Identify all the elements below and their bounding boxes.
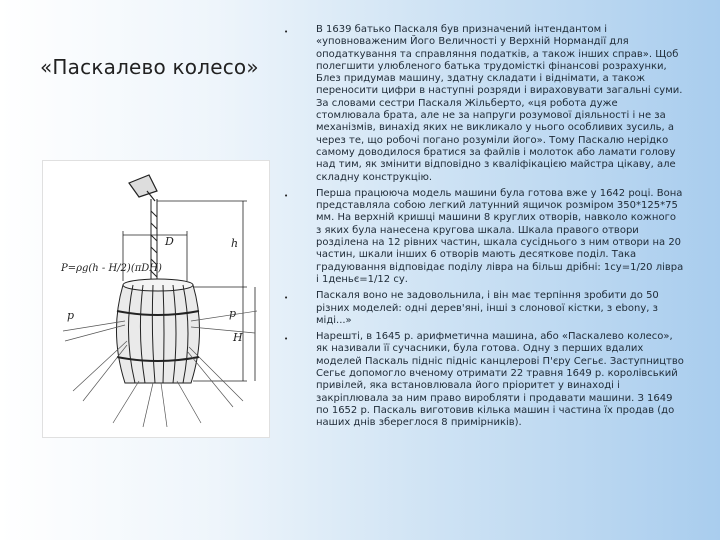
bullet-marker: • xyxy=(284,294,289,303)
bullet-text: В 1639 батько Паскаля був призначений інтендантом і «уповноваженим Його Величності у Верхній Нормандії для оподаткування та справляння податків, а також інших справ». Щоб полегшити улюбленого батька трудомісткі фінансові розрахунки, Блез придумав машину, здатну складати і віднімати, а також переносити цифри в наступні розряди і вираховувати загальні суми. За словами сестри Паскаля Жільберто, «ця робота дуже стомлювала брата, але не за напруги розумової діяльності і не за механізмів, винахід яких не викликало у нього особливих зусиль, а через те, що робочі погано розуміли його». Тому Паскалю нерідко самому доводилося братися за файлів і молоток або ламати голову над тим, як змінити відповідно з кваліфікацією майстра цікаву, але складну конструкцію. xyxy=(316,24,683,183)
bullet-marker: • xyxy=(284,191,289,200)
slide-title: «Паскалево колесо» xyxy=(40,55,259,79)
bullet-list xyxy=(284,24,684,430)
list-item xyxy=(284,331,684,429)
label-d: D xyxy=(165,235,174,248)
bullet-text: Перша працююча модель машини була готова вже у 1642 році. Вона представляла собою легкий латунний ящичок розміром 350*125*75 мм. На верхній кришці машини 8 круглих отворів, навколо кожного з яких була нанесена кругова шкала. Шкала правого отвори розділена на 12 рівних частин, шкала сусіднього з ним отвори на 20 частин, шкали інших 6 отворів мають десяткове поділ. Така градуювання відповідає поділу лівра на більш дрібні: 1су=1/20 лівра і 1деньє=1/12 су. xyxy=(316,187,684,285)
funnel xyxy=(129,175,157,201)
pressure-formula: P=ρg(h - H/2)(πDH) xyxy=(61,263,162,274)
label-p-right: p xyxy=(229,307,237,320)
barrel-diagram-svg xyxy=(43,161,269,437)
bullet-text: Нарешті, в 1645 р. арифметична машина, або «Паскалево колесо», як називали її сучасники, була готова. Одну з перших вдалих моделей Паскаль підніс підніс канцлерові П'єру Сегьє. Заступництво Сегьє допомогло вченому отримати 22 травня 1649 р. королівський привілей, яка встановлювала його пріоритет у винаході і закріплювала за ним право виробляти і продавати машини. З 1649 по 1652 р. Паскаль виготовив кілька машин і частина їх продав (до наших днів збереглося 8 примірників). xyxy=(316,331,684,429)
list-item xyxy=(284,24,684,184)
barrel xyxy=(116,279,199,383)
barrel-diagram xyxy=(42,160,270,438)
label-p-left: p xyxy=(67,309,75,322)
bullet-text: Паскаля воно не задовольнила, і він має терпіння зробити до 50 різних моделей: одні дерев'яні, інші з слонової кістки, з ebony, з міді...» xyxy=(316,290,659,326)
label-big-h: H xyxy=(233,331,243,344)
bullet-marker: • xyxy=(284,28,289,36)
list-item xyxy=(284,290,684,327)
bullet-marker: • xyxy=(284,335,289,344)
tube xyxy=(151,199,157,289)
label-h: h xyxy=(231,237,239,250)
list-item xyxy=(284,188,684,286)
